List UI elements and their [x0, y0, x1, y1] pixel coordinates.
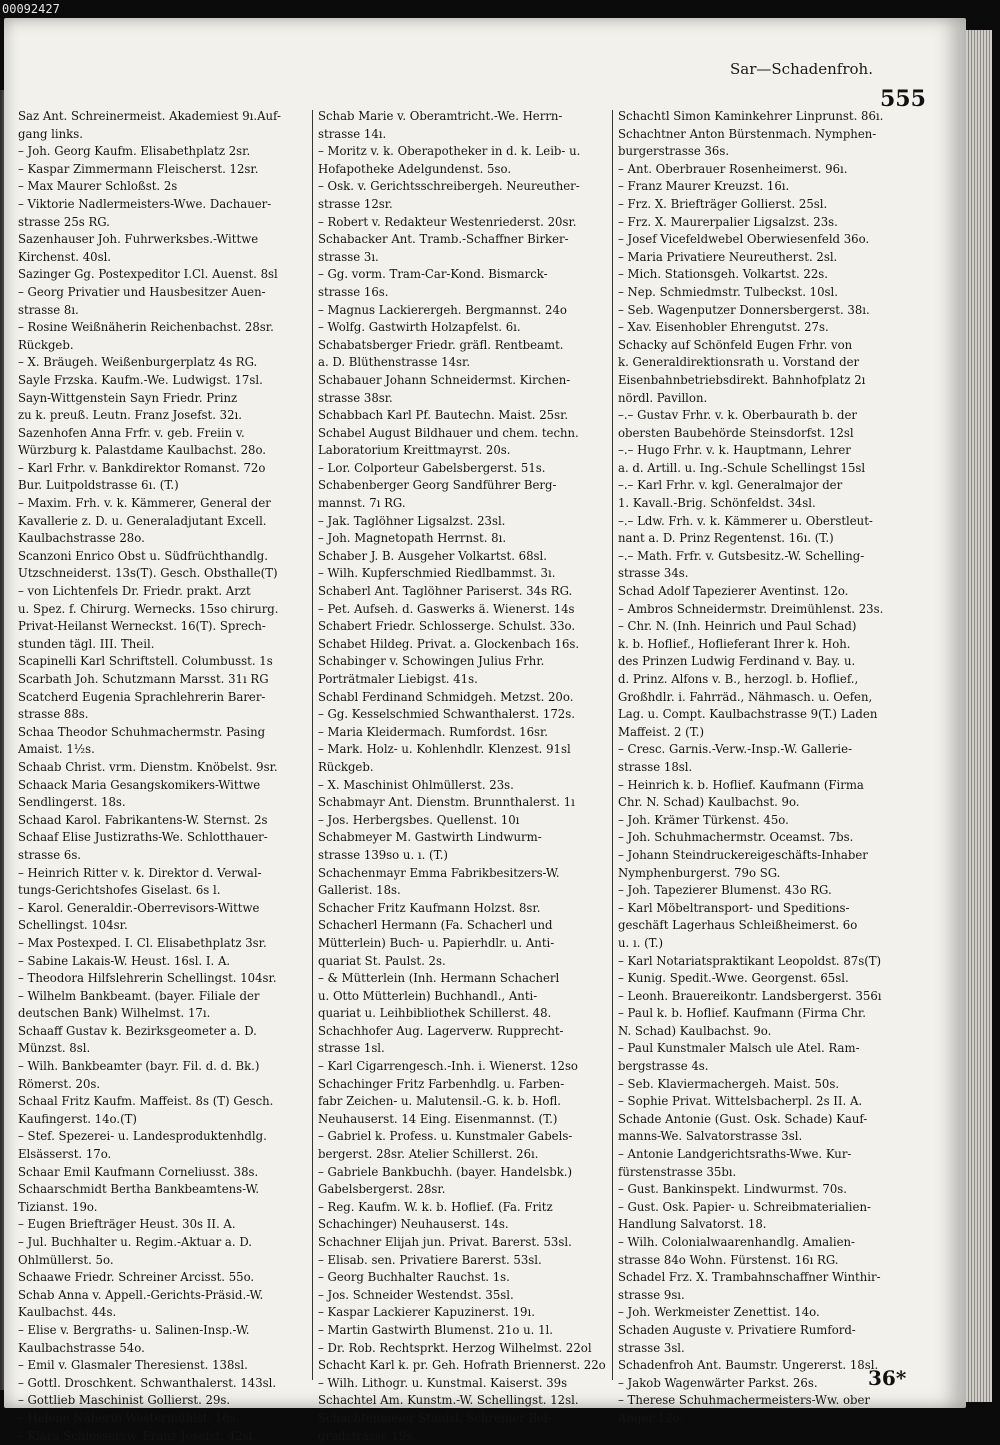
directory-line: u. ı. (T.) — [618, 935, 664, 950]
directory-line: – Georg Privatier und Hausbesitzer Auen- — [18, 284, 266, 299]
directory-line: Schaber J. B. Ausgeher Volkartst. 68sl. — [318, 548, 548, 563]
directory-line: u. Spez. f. Chirurg. Wernecks. 15so chirurg. — [18, 601, 279, 616]
directory-line: Schacherl Hermann (Fa. Schacherl und — [318, 918, 553, 933]
directory-line: Schachtner Anton Bürstenmach. Nymphen- — [618, 126, 877, 141]
directory-line: Scarbath Joh. Schutzmann Marsst. 31ı RG — [18, 672, 269, 686]
directory-line: – Joh. Magnetopath Herrnst. 8ı. — [318, 531, 507, 546]
directory-line: – Max Maurer Schloßst. 2s — [18, 179, 178, 194]
directory-line: nant a. D. Prinz Regentenst. 16ı. (T.) — [618, 531, 834, 546]
directory-line: des Prinzen Ludwig Ferdinand v. Bay. u. — [618, 654, 856, 669]
directory-line: – Gg. Kesselschmied Schwanthalerst. 172s. — [318, 707, 575, 722]
directory-line: – Dr. Rob. Rechtsprkt. Herzog Wilhelmst. 22ol — [318, 1340, 592, 1355]
directory-line: strasse 9sı. — [618, 1287, 685, 1302]
directory-column-right — [618, 108, 910, 1428]
directory-line: Handlung Salvatorst. 18. — [618, 1217, 767, 1232]
directory-line: Schacher Fritz Kaufmann Holzst. 8sr. — [318, 900, 541, 915]
directory-line: Scapinelli Karl Schriftstell. Columbusst. 1s — [18, 654, 273, 669]
directory-line: – Karl Frhr. v. Bankdirektor Romanst. 72o — [18, 460, 266, 475]
directory-line: Sayle Frzska. Kaufm.-We. Ludwigst. 17sl. — [18, 372, 263, 387]
directory-line: Großhdlr. i. Fahrräd., Nähmasch. u. Oefen, — [618, 689, 873, 704]
directory-line: – Joh. Werkmeister Zenettist. 14o. — [618, 1305, 820, 1320]
directory-line: Schaaff Gustav k. Bezirksgeometer a. D. — [18, 1023, 257, 1038]
directory-line: Privat-Heilanst Werneckst. 16(T). Sprech- — [18, 619, 266, 634]
directory-line: –.– Hugo Frhr. v. k. Hauptmann, Lehrer — [618, 443, 851, 458]
directory-line: – Paul Kunstmaler Malsch ule Atel. Ram- — [618, 1041, 860, 1056]
directory-line: – Klara Schlossersw. Franz Josefst. 42sl. — [18, 1428, 257, 1443]
directory-line: Scanzoni Enrico Obst u. Südfrüchthandlg. — [18, 548, 268, 563]
directory-line: Bur. Luitpoldstrasse 6ı. (T.) — [18, 478, 179, 493]
directory-line: – Chr. N. (Inh. Heinrich und Paul Schad) — [618, 619, 857, 634]
directory-line: Sazenhauser Joh. Fuhrwerksbes.-Wittwe — [18, 232, 259, 247]
page-edges — [966, 30, 992, 1402]
directory-line: Eisenbahnbetriebsdirekt. Bahnhofplatz 2ı — [618, 372, 866, 387]
directory-line: – Reg. Kaufm. W. k. b. Hoflief. (Fa. Fritz — [318, 1199, 553, 1214]
directory-line: deutschen Bank) Wilhelmst. 17ı. — [18, 1006, 211, 1021]
directory-line: Nymphenburgerst. 79o SG. — [618, 865, 781, 880]
directory-line: Sazenhofen Anna Frfr. v. geb. Freiin v. — [18, 425, 245, 440]
directory-line: strasse 25s RG. — [18, 214, 110, 229]
directory-line: – Stef. Spezerei- u. Landesproduktenhdlg. — [18, 1129, 267, 1144]
directory-line: – Pet. Aufseh. d. Gaswerks ä. Wienerst. 14s — [318, 601, 575, 616]
directory-line: – Eugen Briefträger Heust. 30s II. A. — [18, 1217, 236, 1232]
directory-line: – Maria Privatiere Neureutherst. 2sl. — [618, 249, 838, 264]
directory-line: – Theodora Hilfslehrerin Schellingst. 104sr. — [18, 971, 277, 986]
directory-line: Schaaf Elise Justizraths-We. Schlotthauer- — [18, 830, 268, 845]
directory-line: Anger 12o. — [618, 1410, 684, 1425]
directory-line: –.– Karl Frhr. v. kgl. Generalmajor der — [618, 478, 843, 493]
directory-line: – Jul. Buchhalter u. Regim.-Aktuar a. D. — [18, 1235, 253, 1249]
directory-line: – Gg. vorm. Tram-Car-Kond. Bismarck- — [318, 267, 548, 282]
directory-line: Schabatsberger Friedr. gräfl. Rentbeamt. — [318, 337, 564, 352]
directory-line: Schaa Theodor Schuhmachermstr. Pasing — [18, 724, 266, 739]
directory-line: Kirchenst. 40sl. — [18, 249, 112, 264]
directory-line: – Frz. X. Briefträger Gollierst. 25sl. — [618, 196, 828, 211]
directory-line: – Gabriel k. Profess. u. Kunstmaler Gabels- — [318, 1129, 573, 1144]
directory-line: – Karol. Generaldir.-Oberrevisors-Wittwe — [18, 900, 260, 915]
directory-column-middle — [318, 108, 610, 1445]
directory-line: – Viktorie Nadlermeisters-Wwe. Dachauer- — [18, 196, 272, 211]
directory-line: – Ant. Oberbrauer Rosenheimerst. 96ı. — [618, 161, 848, 176]
directory-line: manns-We. Salvatorstrasse 3sl. — [618, 1129, 803, 1144]
directory-line: strasse 18sl. — [618, 759, 693, 774]
directory-line: Gallerist. 18s. — [318, 883, 401, 898]
directory-line: – Gottl. Droschkent. Schwanthalerst. 143sl. — [18, 1375, 277, 1390]
directory-line: Schabl Ferdinand Schmidgeh. Metzst. 20o. — [318, 689, 574, 704]
directory-line: – Moritz v. k. Oberapotheker in d. k. Leib- u. — [318, 144, 581, 159]
directory-line: Neuhauserst. 14 Eing. Eisenmannst. (T.) — [318, 1111, 558, 1126]
directory-line: strasse 84o Wohn. Fürstenst. 16ı RG. — [618, 1252, 839, 1267]
directory-line: – Maxim. Frh. v. k. Kämmerer, General der — [18, 496, 271, 511]
directory-line: Rückgeb. — [318, 759, 374, 774]
directory-line: – Maria Kleidermach. Rumfordst. 16sr. — [318, 724, 549, 739]
directory-line: – Martin Gastwirth Blumenst. 21o u. 1l. — [318, 1322, 553, 1337]
directory-line: Schabert Friedr. Schlosserge. Schulst. 33o. — [318, 619, 576, 634]
directory-line: – Lor. Colporteur Gabelsbergerst. 51s. — [318, 460, 546, 475]
directory-line: strasse 14ı. — [318, 126, 387, 141]
directory-line: – Kaspar Lackierer Kapuzinerst. 19ı. — [318, 1305, 535, 1320]
directory-line: Schadel Frz. X. Trambahnschaffner Winthir- — [618, 1270, 881, 1285]
directory-line: Kaufingerst. 14o.(T) — [18, 1111, 137, 1126]
directory-line: Schabet Hildeg. Privat. a. Glockenbach 16s. — [318, 636, 580, 651]
directory-line: Kaulbachst. 44s. — [18, 1305, 117, 1320]
directory-line: – Frz. X. Maurerpalier Ligsalzst. 23s. — [618, 214, 838, 229]
directory-line: stunden tägl. III. Theil. — [18, 636, 155, 651]
directory-line: nördl. Pavillon. — [618, 390, 708, 405]
directory-line: Schabauer Johann Schneidermst. Kirchen- — [318, 372, 571, 387]
directory-line: – Osk. v. Gerichtsschreibergeh. Neureuther- — [318, 179, 580, 194]
directory-line: – Sabine Lakais-W. Heust. 16sl. I. A. — [18, 953, 231, 968]
directory-line: Schellingst. 104sr. — [18, 918, 128, 933]
directory-line: – Xav. Eisenhobler Ehrengutst. 27s. — [618, 320, 829, 335]
directory-line: –.– Gustav Frhr. v. k. Oberbaurath b. der — [618, 408, 858, 423]
directory-line: – Emil v. Glasmaler Theresienst. 138sl. — [18, 1358, 248, 1373]
directory-line: strasse 12sr. — [318, 196, 393, 211]
directory-line: fürstenstrasse 35bı. — [618, 1164, 737, 1179]
directory-line: Maffeist. 2 (T.) — [618, 724, 705, 739]
directory-line: – Wolfg. Gastwirth Holzapfelst. 6ı. — [318, 320, 521, 335]
directory-line: Schabel August Bildhauer und chem. techn. — [318, 425, 579, 440]
directory-line: quariat u. Leihbibliothek Schillerst. 48. — [318, 1006, 552, 1021]
directory-line: strasse 139so u. ı. (T.) — [318, 847, 448, 862]
directory-line: Kaulbachstrasse 54o. — [18, 1340, 145, 1355]
directory-line: Ohlmüllerst. 5o. — [18, 1252, 114, 1267]
page-number: 555 — [880, 86, 926, 112]
directory-line: Schachinger) Neuhauserst. 14s. — [318, 1217, 509, 1232]
directory-line: Mütterlein) Buch- u. Papierhdlr. u. Anti- — [318, 935, 555, 950]
directory-line: Schaden Auguste v. Privatiere Rumford- — [618, 1322, 856, 1337]
directory-line: – Max Postexped. I. Cl. Elisabethplatz 3sr. — [18, 935, 267, 950]
directory-line: geschäft Lagerhaus Schleißheimerst. 6o — [618, 918, 858, 933]
directory-line: Laboratorium Kreittmayrst. 20s. — [318, 443, 511, 458]
directory-line: bergstrasse 4s. — [618, 1059, 709, 1074]
directory-line: Schachner Elijah jun. Privat. Barerst. 53sl. — [318, 1235, 572, 1249]
directory-line: mannst. 7ı RG. — [318, 496, 406, 511]
directory-line: – von Lichtenfels Dr. Friedr. prakt. Arzt — [18, 584, 251, 599]
directory-line: – Robert v. Redakteur Westenriederst. 20sr. — [318, 214, 577, 229]
directory-line: Hofapotheke Adelgundenst. 5so. — [318, 161, 512, 176]
column-rule — [312, 110, 313, 1380]
directory-line: gang links. — [18, 126, 83, 141]
directory-line: Schaad Karol. Fabrikantens-W. Sternst. 2s — [18, 812, 268, 827]
directory-line: N. Schad) Kaulbachst. 9o. — [618, 1023, 772, 1038]
directory-line: u. Otto Mütterlein) Buchhandl., Anti- — [318, 988, 538, 1003]
directory-line: k. Generaldirektionsrath u. Vorstand der — [618, 355, 860, 370]
directory-line: Schadenfroh Ant. Baumstr. Ungererst. 18sl. — [618, 1358, 879, 1373]
directory-line: tungs-Gerichtshofes Giselast. 6s l. — [18, 883, 221, 898]
directory-line: – Kaspar Zimmermann Fleischerst. 12sr. — [18, 161, 259, 176]
directory-line: Kavallerie z. D. u. Generaladjutant Excell. — [18, 513, 267, 528]
directory-line: k. b. Hoflief., Hoflieferant Ihrer k. Hoh. — [618, 636, 851, 651]
directory-line: strasse 8ı. — [18, 302, 79, 317]
directory-line: strasse 88s. — [18, 707, 89, 722]
directory-line: Kaulbachstrasse 28o. — [18, 531, 145, 546]
directory-line: Schabenberger Georg Sandführer Berg- — [318, 478, 557, 493]
directory-line: bergerst. 28sr. Atelier Schillerst. 26ı. — [318, 1147, 539, 1162]
directory-line: – Joh. Georg Kaufm. Elisabethplatz 2sr. — [18, 144, 251, 159]
directory-line: – Jos. Herbergsbes. Quellenst. 10ı — [318, 812, 520, 827]
directory-line: Elsässerst. 17o. — [18, 1147, 112, 1162]
directory-line: – Jak. Taglöhner Ligsalzst. 23sl. — [318, 513, 506, 528]
directory-line: – Gust. Bankinspekt. Lindwurmst. 70s. — [618, 1182, 848, 1197]
directory-column-left — [18, 108, 310, 1445]
directory-line: – Elise v. Bergraths- u. Salinen-Insp.-W. — [18, 1322, 250, 1337]
directory-line: Gabelsbergerst. 28sr. — [318, 1182, 446, 1197]
directory-line: Würzburg k. Palastdame Kaulbachst. 28o. — [18, 443, 267, 458]
directory-line: – Mark. Holz- u. Kohlenhdlr. Klenzest. 91sl — [318, 742, 571, 757]
directory-line: Schachhofer Aug. Lagerverw. Rupprecht- — [318, 1023, 564, 1038]
directory-line: – Gottlieb Maschinist Gollierst. 29s. — [18, 1393, 231, 1408]
directory-line: Schab Anna v. Appell.-Gerichts-Präsid.-W. — [18, 1287, 264, 1302]
directory-line: –.– Ldw. Frh. v. k. Kämmerer u. Oberstleut- — [618, 513, 873, 528]
directory-line: obersten Baubehörde Steinsdorfst. 12sl — [618, 425, 854, 440]
directory-line: Schabmeyer M. Gastwirth Lindwurm- — [318, 830, 542, 845]
directory-line: – Kunig. Spedit.-Wwe. Georgenst. 65sl. — [618, 971, 849, 986]
directory-line: – Nep. Schmiedmstr. Tulbeckst. 10sl. — [618, 284, 838, 299]
directory-line: – Wilh. Bankbeamter (bayr. Fil. d. d. Bk.) — [18, 1059, 260, 1074]
directory-line: – Heinrich Ritter v. k. Direktor d. Verwal- — [18, 865, 262, 880]
column-rule — [612, 110, 613, 1380]
directory-line: Schaawe Friedr. Schreiner Arcisst. 55o. — [18, 1270, 255, 1285]
directory-line: Schab Marie v. Oberamtricht.-We. Herrn- — [318, 109, 563, 123]
directory-line: – Magnus Lackierergeh. Bergmannst. 24o — [318, 302, 567, 317]
directory-line: Schaack Maria Gesangskomikers-Wittwe — [18, 777, 261, 792]
directory-line: Porträtmaler Liebigst. 41s. — [318, 672, 478, 686]
directory-line: a. D. Blüthenstrasse 14sr. — [318, 355, 471, 370]
directory-line: strasse 16s. — [318, 284, 389, 299]
directory-line: – Karl Möbeltransport- und Speditions- — [618, 900, 850, 915]
directory-line: Sazinger Gg. Postexpeditor I.Cl. Auenst. 8sl — [18, 267, 278, 282]
directory-line: – Joh. Schuhmachermstr. Oceamst. 7bs. — [618, 830, 854, 845]
directory-line: –.– Math. Frfr. v. Gutsbesitz.-W. Schelling- — [618, 548, 865, 563]
directory-line: Schachtenmeier Stanisl. Schreiner Bel- — [318, 1410, 552, 1425]
directory-line: Sayn-Wittgenstein Sayn Friedr. Prinz — [18, 390, 238, 405]
directory-line: Schacky auf Schönfeld Eugen Frhr. von — [618, 337, 853, 352]
directory-line: – Gabriele Bankbuchh. (bayer. Handelsbk.) — [318, 1164, 573, 1179]
directory-line: Münzst. 8sl. — [18, 1041, 91, 1056]
directory-line: Schad Adolf Tapezierer Aventinst. 12o. — [618, 584, 849, 599]
directory-line: Schabbach Karl Pf. Bautechn. Maist. 25sr. — [318, 408, 569, 423]
directory-line: – Jakob Wagenwärter Parkst. 26s. — [618, 1375, 818, 1390]
directory-line: Schachtel Am. Kunstm.-W. Schellingst. 12sl. — [318, 1393, 579, 1408]
directory-line: – Johann Steindruckereigeschäfts-Inhaber — [618, 847, 868, 862]
directory-line: Schachenmayr Emma Fabrikbesitzers-W. — [318, 865, 560, 880]
directory-line: Schabmayr Ant. Dienstm. Brunnthalerst. 1ı — [318, 795, 575, 810]
directory-line: – Sophie Privat. Wittelsbacherpl. 2s II. A. — [618, 1094, 863, 1109]
directory-line: – Georg Buchhalter Rauchst. 1s. — [318, 1270, 510, 1285]
directory-line: Schabacker Ant. Tramb.-Schaffner Birker- — [318, 232, 569, 247]
directory-line: Schacht Karl k. pr. Geh. Hofrath Briennerst. 22o — [318, 1358, 606, 1373]
directory-line: Rückgeb. — [18, 337, 74, 352]
directory-line: – Karl Cigarrengesch.-Inh. i. Wienerst. 12so — [318, 1059, 578, 1074]
directory-line: Scatcherd Eugenia Sprachlehrerin Barer- — [18, 689, 266, 704]
directory-line: – Seb. Klaviermachergeh. Maist. 50s. — [618, 1076, 840, 1091]
directory-line: strasse 38sr. — [318, 390, 393, 405]
scan-identifier: 00092427 — [2, 2, 60, 16]
directory-line: Tizianst. 19o. — [18, 1199, 98, 1214]
directory-line: – Heinrich k. b. Hoflief. Kaufmann (Firma — [618, 777, 864, 792]
directory-line: – Jos. Schneider Westendst. 35sl. — [318, 1287, 514, 1302]
directory-line: Schaab Christ. vrm. Dienstm. Knöbelst. 9sr. — [18, 759, 278, 774]
directory-line: fabr Zeichen- u. Malutensil.-G. k. b. Hofl. — [318, 1094, 561, 1109]
directory-line: Schabinger v. Schowingen Julius Frhr. — [318, 654, 545, 669]
directory-line: – Ambros Schneidermstr. Dreimühlenst. 23s. — [618, 601, 884, 616]
directory-line: Schade Antonie (Gust. Osk. Schade) Kauf- — [618, 1111, 868, 1126]
directory-line: Lag. u. Compt. Kaulbachstrasse 9(T.) Laden — [618, 707, 878, 722]
directory-line: – Cresc. Garnis.-Verw.-Insp.-W. Gallerie- — [618, 742, 853, 757]
directory-line: – Wilhelm Bankbeamt. (bayer. Filiale der — [18, 988, 260, 1003]
directory-line: quariat St. Paulst. 2s. — [318, 953, 446, 968]
directory-line: – Seb. Wagenputzer Donnersbergerst. 38ı. — [618, 302, 870, 317]
directory-line: – Antonie Landgerichtsraths-Wwe. Kur- — [618, 1147, 852, 1162]
directory-line: – Karl Notariatspraktikant Leopoldst. 87s(T) — [618, 953, 882, 968]
directory-line: strasse 1sl. — [318, 1041, 385, 1056]
directory-line: Schaar Emil Kaufmann Corneliusst. 38s. — [18, 1164, 259, 1179]
directory-line: – Leonh. Brauereikontr. Landsbergerst. 356ı — [618, 988, 882, 1003]
directory-line: zu k. preuß. Leutn. Franz Josefst. 32ı. — [18, 408, 242, 423]
directory-line: – Helene Näherin Westermühlst. 16s. — [18, 1410, 240, 1425]
directory-line: – Josef Vicefeldwebel Oberwiesenfeld 36o. — [618, 232, 870, 247]
directory-line: – Therese Schuhmachermeisters-Ww. ober — [618, 1393, 871, 1408]
directory-line: Römerst. 20s. — [18, 1076, 101, 1091]
directory-line: Schaarschmidt Bertha Bankbeamtens-W. — [18, 1182, 260, 1197]
directory-line: burgerstrasse 36s. — [618, 144, 730, 159]
directory-line: – Wilh. Kupferschmied Riedlbammst. 3ı. — [318, 566, 556, 581]
directory-line: strasse 6s. — [18, 847, 82, 862]
directory-line: Schachtl Simon Kaminkehrer Linprunst. 86ı. — [618, 109, 884, 123]
directory-line: gradstrasse 19s. — [318, 1428, 416, 1443]
directory-line: strasse 3ı. — [318, 249, 379, 264]
directory-line: Schachinger Fritz Farbenhdlg. u. Farben- — [318, 1076, 565, 1091]
directory-line: Schaal Fritz Kaufm. Maffeist. 8s (T) Gesch. — [18, 1094, 274, 1109]
directory-line: – Joh. Tapezierer Blumenst. 43o RG. — [618, 883, 832, 898]
directory-line: Chr. N. Schad) Kaulbachst. 9o. — [618, 795, 800, 810]
directory-line: strasse 3sl. — [618, 1340, 685, 1355]
directory-line: – X. Bräugeh. Weißenburgerplatz 4s RG. — [18, 355, 258, 370]
signature-mark: 36* — [868, 1366, 907, 1390]
directory-line: – Paul k. b. Hoflief. Kaufmann (Firma Chr. — [618, 1006, 866, 1021]
directory-line: Utzschneiderst. 13s(T). Gesch. Obsthalle(T) — [18, 566, 278, 581]
running-head: Sar—Schadenfroh. — [730, 60, 873, 78]
directory-line: Sendlingerst. 18s. — [18, 795, 126, 810]
directory-line: – Joh. Krämer Türkenst. 45o. — [618, 812, 789, 827]
directory-line: Amaist. 1½s. — [18, 742, 95, 757]
directory-line: – & Mütterlein (Inh. Hermann Schacherl — [318, 971, 560, 986]
directory-line: d. Prinz. Alfons v. B., herzogl. b. Hoflief., — [618, 672, 859, 686]
directory-line: – Wilh. Colonialwaarenhandlg. Amalien- — [618, 1235, 856, 1249]
directory-line: – Gust. Osk. Papier- u. Schreibmaterialien- — [618, 1199, 871, 1214]
directory-line: – Elisab. sen. Privatiere Barerst. 53sl. — [318, 1252, 542, 1267]
directory-line: strasse 34s. — [618, 566, 689, 581]
directory-line: Schaberl Ant. Taglöhner Pariserst. 34s RG. — [318, 584, 573, 599]
directory-line: – Franz Maurer Kreuzst. 16ı. — [618, 179, 790, 194]
directory-line: – Mich. Stationsgeh. Volkartst. 22s. — [618, 267, 828, 282]
directory-line: Saz Ant. Schreinermeist. Akademiest 9ı.Auf- — [18, 109, 281, 123]
directory-line: a. d. Artill. u. Ing.-Schule Schellingst 15sl — [618, 460, 866, 475]
directory-line: – Wilh. Lithogr. u. Kunstmal. Kaiserst. 39s — [318, 1375, 568, 1390]
directory-line: 1. Kavall.-Brig. Schönfeldst. 34sl. — [618, 496, 816, 511]
directory-line: – Rosine Weißnäherin Reichenbachst. 28sr. — [18, 320, 274, 335]
directory-line: – X. Maschinist Ohlmüllerst. 23s. — [318, 777, 514, 792]
